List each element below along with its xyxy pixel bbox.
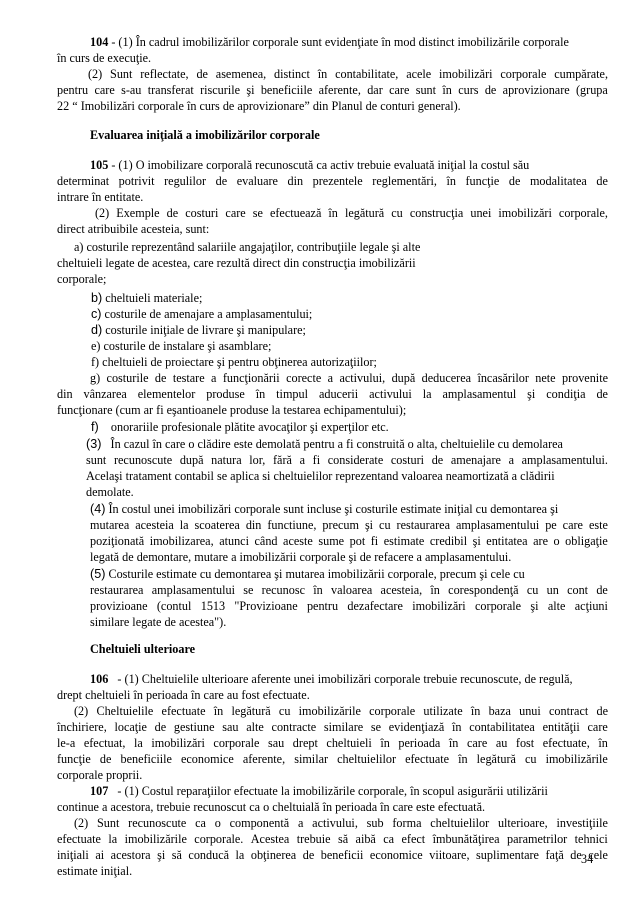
paragraph-4-number: (4)	[90, 502, 106, 516]
list-letter-b: b)	[91, 291, 103, 305]
list-item-b	[91, 290, 202, 306]
paragraph-5-number: (5)	[90, 567, 106, 581]
article-107-line-3: (2) Sunt recunoscute ca o componentă a activului, sub forma cheltuielilor ulterioare, investiţiile	[74, 816, 608, 830]
list-item-g-line-2: din vânzarea elementelor produse în timpul aducerii activului la amplasamentul şi condiţia de	[57, 387, 608, 401]
article-107-line-4: efectuate la imobilizările corporale. Acestea trebuie să aibă ca efect îmbunătăţirea parametrilor tehnici	[57, 832, 608, 846]
article-104-line-1	[90, 34, 569, 50]
article-104-line-4: pentru care s-au transferat riscurile şi beneficiile aferente, dar care sunt în curs de aprovizionare (grupa	[57, 83, 608, 97]
article-105-line-1	[90, 157, 529, 173]
paragraph-5-line-4: similare legate de acestea").	[90, 615, 227, 629]
article-106-line-7: corporale proprii.	[57, 768, 143, 782]
paragraph-4-line-1	[90, 501, 558, 517]
list-item-c-text: costurile de amenajare a amplasamentului;	[104, 307, 313, 321]
article-106-line-2: drept cheltuieli în perioada în care au fost efectuate.	[57, 688, 310, 702]
article-105-number: 105	[90, 158, 109, 172]
list-item-f2-text: onorariile profesionale plătite avocaţilor şi experţilor etc.	[110, 420, 389, 434]
article-105-line-4: (2) Exemple de costuri care se efectuează în legătură cu construcţia unei imobilizări corporale,	[95, 206, 608, 220]
article-104-line-2: în curs de execuţie.	[57, 51, 152, 65]
article-104-text: - (1) În cadrul imobilizărilor corporale sunt evidenţiate în mod distinct imobilizările corporale	[111, 35, 569, 49]
paragraph-5-line-2: restaurarea amplasamentului se recunosc în valoarea acesteia, în corespondenţă cu un cont de	[90, 583, 608, 597]
list-letter-d: d)	[91, 323, 103, 337]
article-104-line-5: 22 “ Imobilizări corporale în curs de aprovizionare” din Planul de conturi general).	[57, 99, 461, 113]
list-item-d-text: costurile iniţiale de livrare şi manipulare;	[105, 323, 306, 337]
article-106-line-5: le-a efectuat, la imobilizări corporale sau drept cheltuieli în perioada în care au fost efectuate, în	[57, 736, 608, 750]
article-106-line-4: închiriere, locaţie de gestiune sau alte contracte similare se evidenţiază în contabilitatea entităţii care	[57, 720, 608, 734]
paragraph-4-text: În costul unei imobilizări corporale sunt incluse şi costurile estimate iniţial cu demontarea şi	[108, 502, 559, 516]
article-106-text: - (1) Cheltuielile ulterioare aferente unei imobilizări corporale trebuie recunoscute, de regulă,	[117, 672, 573, 686]
list-item-d	[91, 322, 306, 338]
article-105-line-3: intrare în entitate.	[57, 190, 144, 204]
paragraph-3-line-1	[86, 436, 563, 452]
article-106-line-3: (2) Cheltuielile efectuate în legătură cu imobilizările corporale utilizate în baza unui contract de	[74, 704, 608, 718]
list-item-f: f) cheltuieli de proiectare şi pentru obţinerea autorizaţiilor;	[91, 355, 377, 369]
list-item-a-line-1: a) costurile reprezentând salariile angajaţilor, contribuţiile legale şi alte	[74, 240, 421, 254]
article-107-number: 107	[90, 784, 109, 798]
paragraph-5-line-1	[90, 566, 525, 582]
paragraph-4-line-4: legată de demontare, mutare a imobilizării corporale şi de refacere a amplasamentului.	[90, 550, 512, 564]
paragraph-3-line-2: sunt recunoscute după natura lor, fără a fi considerate costuri de amenajare a amplasamentului.	[86, 453, 608, 467]
section-heading-subsequent-costs: Cheltuieli ulterioare	[90, 642, 196, 656]
list-item-c	[91, 306, 312, 322]
article-106-line-6: funcţie de beneficiile economice aferente, similar cheltuielilor efectuate în legătură cu imobilizările	[57, 752, 608, 766]
article-106-number: 106	[90, 672, 109, 686]
list-item-a-line-3: corporale;	[57, 272, 107, 286]
article-104-number: 104	[90, 35, 109, 49]
list-item-e: e) costurile de instalare şi asamblare;	[91, 339, 272, 353]
article-105-line-5: direct atribuibile acesteia, sunt:	[57, 222, 210, 236]
article-107-line-2: continue a acestora, trebuie recunoscut ca o cheltuială în perioada în care este efectuată.	[57, 800, 486, 814]
list-item-g-line-3: funcţionare (cum ar fi eşantioanele produse la testarea echipamentului);	[57, 403, 407, 417]
article-107-text: - (1) Costul reparaţiilor efectuate la imobilizările corporale, în scopul asigurării utilizării	[117, 784, 548, 798]
paragraph-5-text: Costurile estimate cu demontarea şi mutarea imobilizării corporale, precum şi cele cu	[108, 567, 525, 581]
list-item-g-line-1: g) costurile de testare a funcţionării corecte a activului, după deducerea încasărilor nete provenite	[90, 371, 608, 385]
paragraph-5-line-3: provizioane (contul 1513 "Provizioane pentru dezafectare imobilizări corporale şi alte acţiuni	[90, 599, 608, 613]
list-item-a-line-2: cheltuieli legate de acestea, care rezultă direct din construcţia imobilizării	[57, 256, 416, 270]
paragraph-4-line-3: poziţionată imobilizarea, atunci când aceste sume pot fi estimate credibil şi entitatea are o obligaţie	[90, 534, 608, 548]
paragraph-4-line-2: mutarea acesteia la scoaterea din functiune, precum şi cu restaurarea amplasamentului pe care este	[90, 518, 608, 532]
paragraph-3-number: (3)	[86, 437, 102, 451]
article-105-text: - (1) O imobilizare corporală recunoscută ca activ trebuie evaluată iniţial la costul său	[111, 158, 530, 172]
article-106-line-1	[90, 671, 573, 687]
paragraph-3-text: În cazul în care o clădire este demolată pentru a fi construită o alta, cheltuielile cu demolarea	[110, 437, 563, 451]
paragraph-3-line-3: Acelaşi tratament contabil se aplica si cheltuielilor reprezentand valoarea neamortizată a clădirii	[86, 469, 555, 483]
section-heading-initial-evaluation: Evaluarea iniţială a imobilizărilor corporale	[90, 128, 320, 142]
page-number: 34	[581, 852, 594, 866]
article-107-line-6: estimate iniţial.	[57, 864, 133, 878]
list-letter-f2: f)	[91, 420, 99, 434]
article-107-line-1	[90, 783, 548, 799]
article-104-line-3: (2) Sunt reflectate, de asemenea, distinct în contabilitate, acele imobilizări corporale cumpărate,	[88, 67, 608, 81]
paragraph-3-line-4: demolate.	[86, 485, 134, 499]
list-letter-c: c)	[91, 307, 102, 321]
list-item-f2	[91, 419, 389, 435]
article-105-line-2: determinat potrivit regulilor de evaluare din prezentele reglementări, în funcţie de modalitatea de	[57, 174, 608, 188]
article-107-line-5: iniţiali ai acestora şi să conducă la obţinerea de beneficii economice viitoare, suplimentare faţă de cele	[57, 848, 608, 862]
list-item-b-text: cheltuieli materiale;	[105, 291, 203, 305]
